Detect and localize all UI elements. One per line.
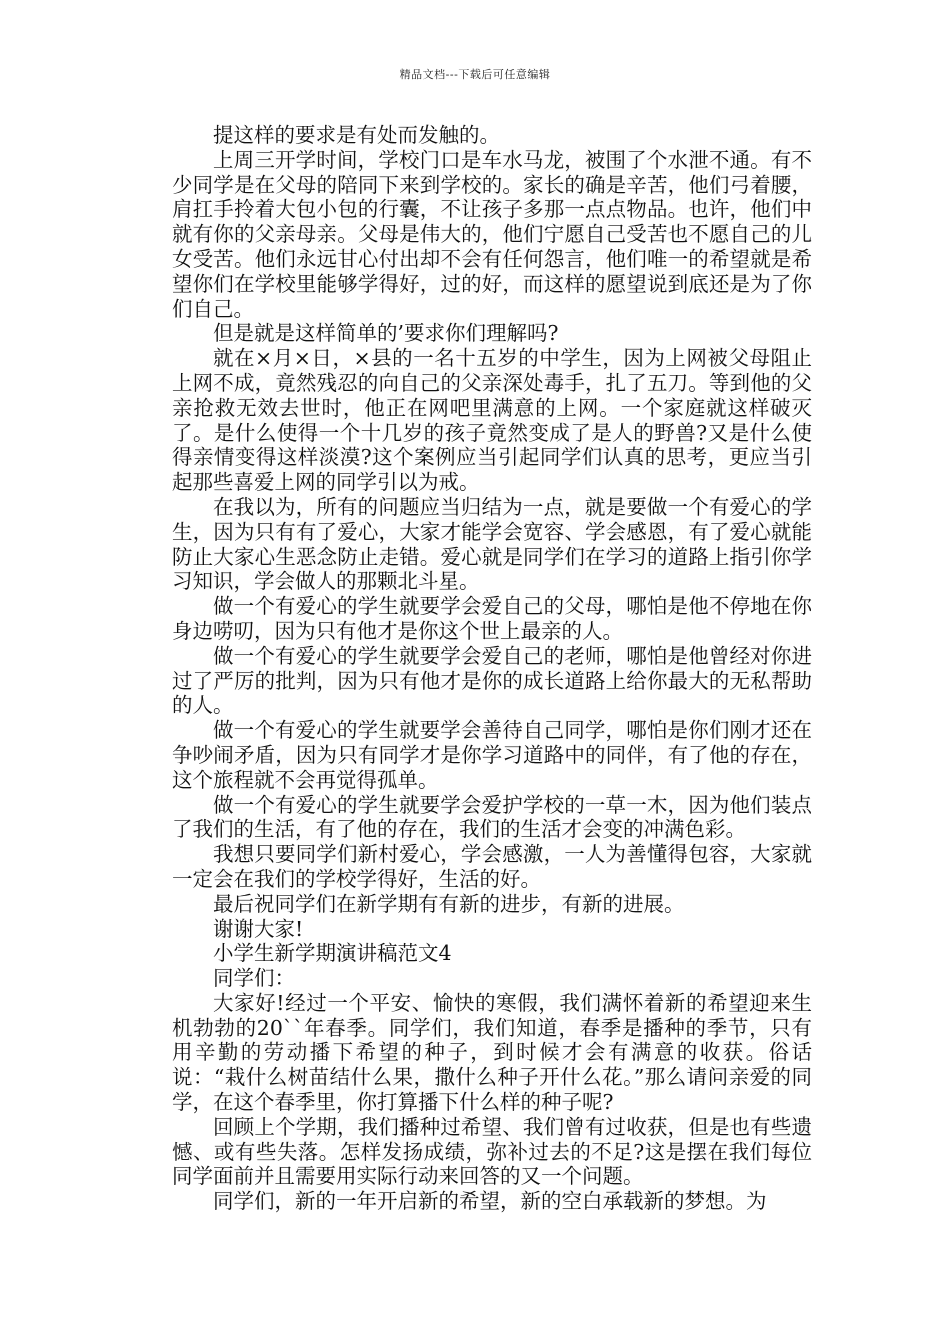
paragraph: 我想只要同学们新村爱心，学会感激，一人为善懂得包容，大家就一定会在我们的学校学得好，生活的好。 <box>172 842 812 891</box>
paragraph: 回顾上个学期，我们播种过希望、我们曾有过收获，但是也有些遗憾、或有些失落。怎样发扬成绩，弥补过去的不足?这是摆在我们每位同学面前并且需要用实际行动来回答的又一个问题。 <box>172 1114 812 1189</box>
section-title: 小学生新学期演讲稿范文4 <box>213 941 452 966</box>
paragraph: 谢谢大家! <box>213 916 304 941</box>
paragraph: 做一个有爱心的学生就要学会爱自己的老师，哪怕是他曾经对你进过了严厉的批判，因为只有他才是你的成长道路上给你最大的无私帮助的人。 <box>172 643 812 718</box>
paragraph: 做一个有爱心的学生就要学会爱自己的父母，哪怕是他不停地在你身边唠叨，因为只有他才是你这个世上最亲的人。 <box>172 594 812 643</box>
paragraph: 做一个有爱心的学生就要学会善待自己同学，哪怕是你们刚才还在争吵闹矛盾，因为只有同学才是你学习道路中的同伴，有了他的存在，这个旅程就不会再觉得孤单。 <box>172 718 812 792</box>
page-header: 精品文档---下载后可任意编辑 <box>399 68 551 81</box>
paragraph: 在我以为，所有的问题应当归结为一点，就是要做一个有爱心的学生，因为只有有了爱心，大家才能学会宽容、学会感恩，有了爱心就能防止大家心生恶念防止走错。爱心就是同学们在学习的道路上指引你学习知识，学会做人的那颗北斗星。 <box>172 494 812 594</box>
paragraph: 做一个有爱心的学生就要学会爱护学校的一草一木，因为他们装点了我们的生活，有了他的存在，我们的生活才会变的冲满色彩。 <box>172 792 812 842</box>
paragraph: 提这样的要求是有处而发触的。 <box>213 123 500 147</box>
paragraph: 最后祝同学们在新学期有有新的进步，有新的进展。 <box>213 891 685 916</box>
document-body <box>172 123 812 1214</box>
paragraph: 但是就是这样简单的’要求你们理解吗? <box>213 321 559 346</box>
salutation: 同学们： <box>213 966 295 991</box>
paragraph: 就在×月×日，×县的一名十五岁的中学生，因为上网被父母阻止上网不成，竟然残忍的向自己的父亲深处毒手，扎了五刀。等到他的父亲抢救无效去世时，他正在网吧里满意的上网。一个家庭就这样破灭了。是什么使得一个十几岁的孩子竟然变成了是人的野兽?又是什么使得亲情变得这样淡漠?这个案例应当引起同学们认真的思考，更应当引起那些喜爱上网的同学引以为戒。 <box>172 346 812 495</box>
paragraph: 大家好!经过一个平安、愉快的寒假，我们满怀着新的希望迎来生机勃勃的20``年春季。同学们，我们知道，春季是播种的季节，只有用辛勤的劳动播下希望的种子，到时候才会有满意的收获。俗话说：“栽什么树苗结什么果，撒什么种子开什么花。”那么请问亲爱的同学，在这个春季里，你打算播下什么样的种子呢? <box>172 990 812 1115</box>
paragraph: 同学们，新的一年开启新的希望，新的空白承载新的梦想。为 <box>213 1189 767 1214</box>
paragraph: 上周三开学时间，学校门口是车水马龙，被围了个水泄不通。有不少同学是在父母的陪同下来到学校的。家长的确是辛苦，他们弓着腰，肩扛手拎着大包小包的行囊，不让孩子多那一点点物品。也许，他们中就有你的父亲母亲。父母是伟大的，他们宁愿自己受苦也不愿自己的儿女受苦。他们永远甘心付出却不会有任何怨言，他们唯一的希望就是希望你们在学校里能够学得好，过的好，而这样的愿望说到底还是为了你们自己。 <box>172 147 812 321</box>
